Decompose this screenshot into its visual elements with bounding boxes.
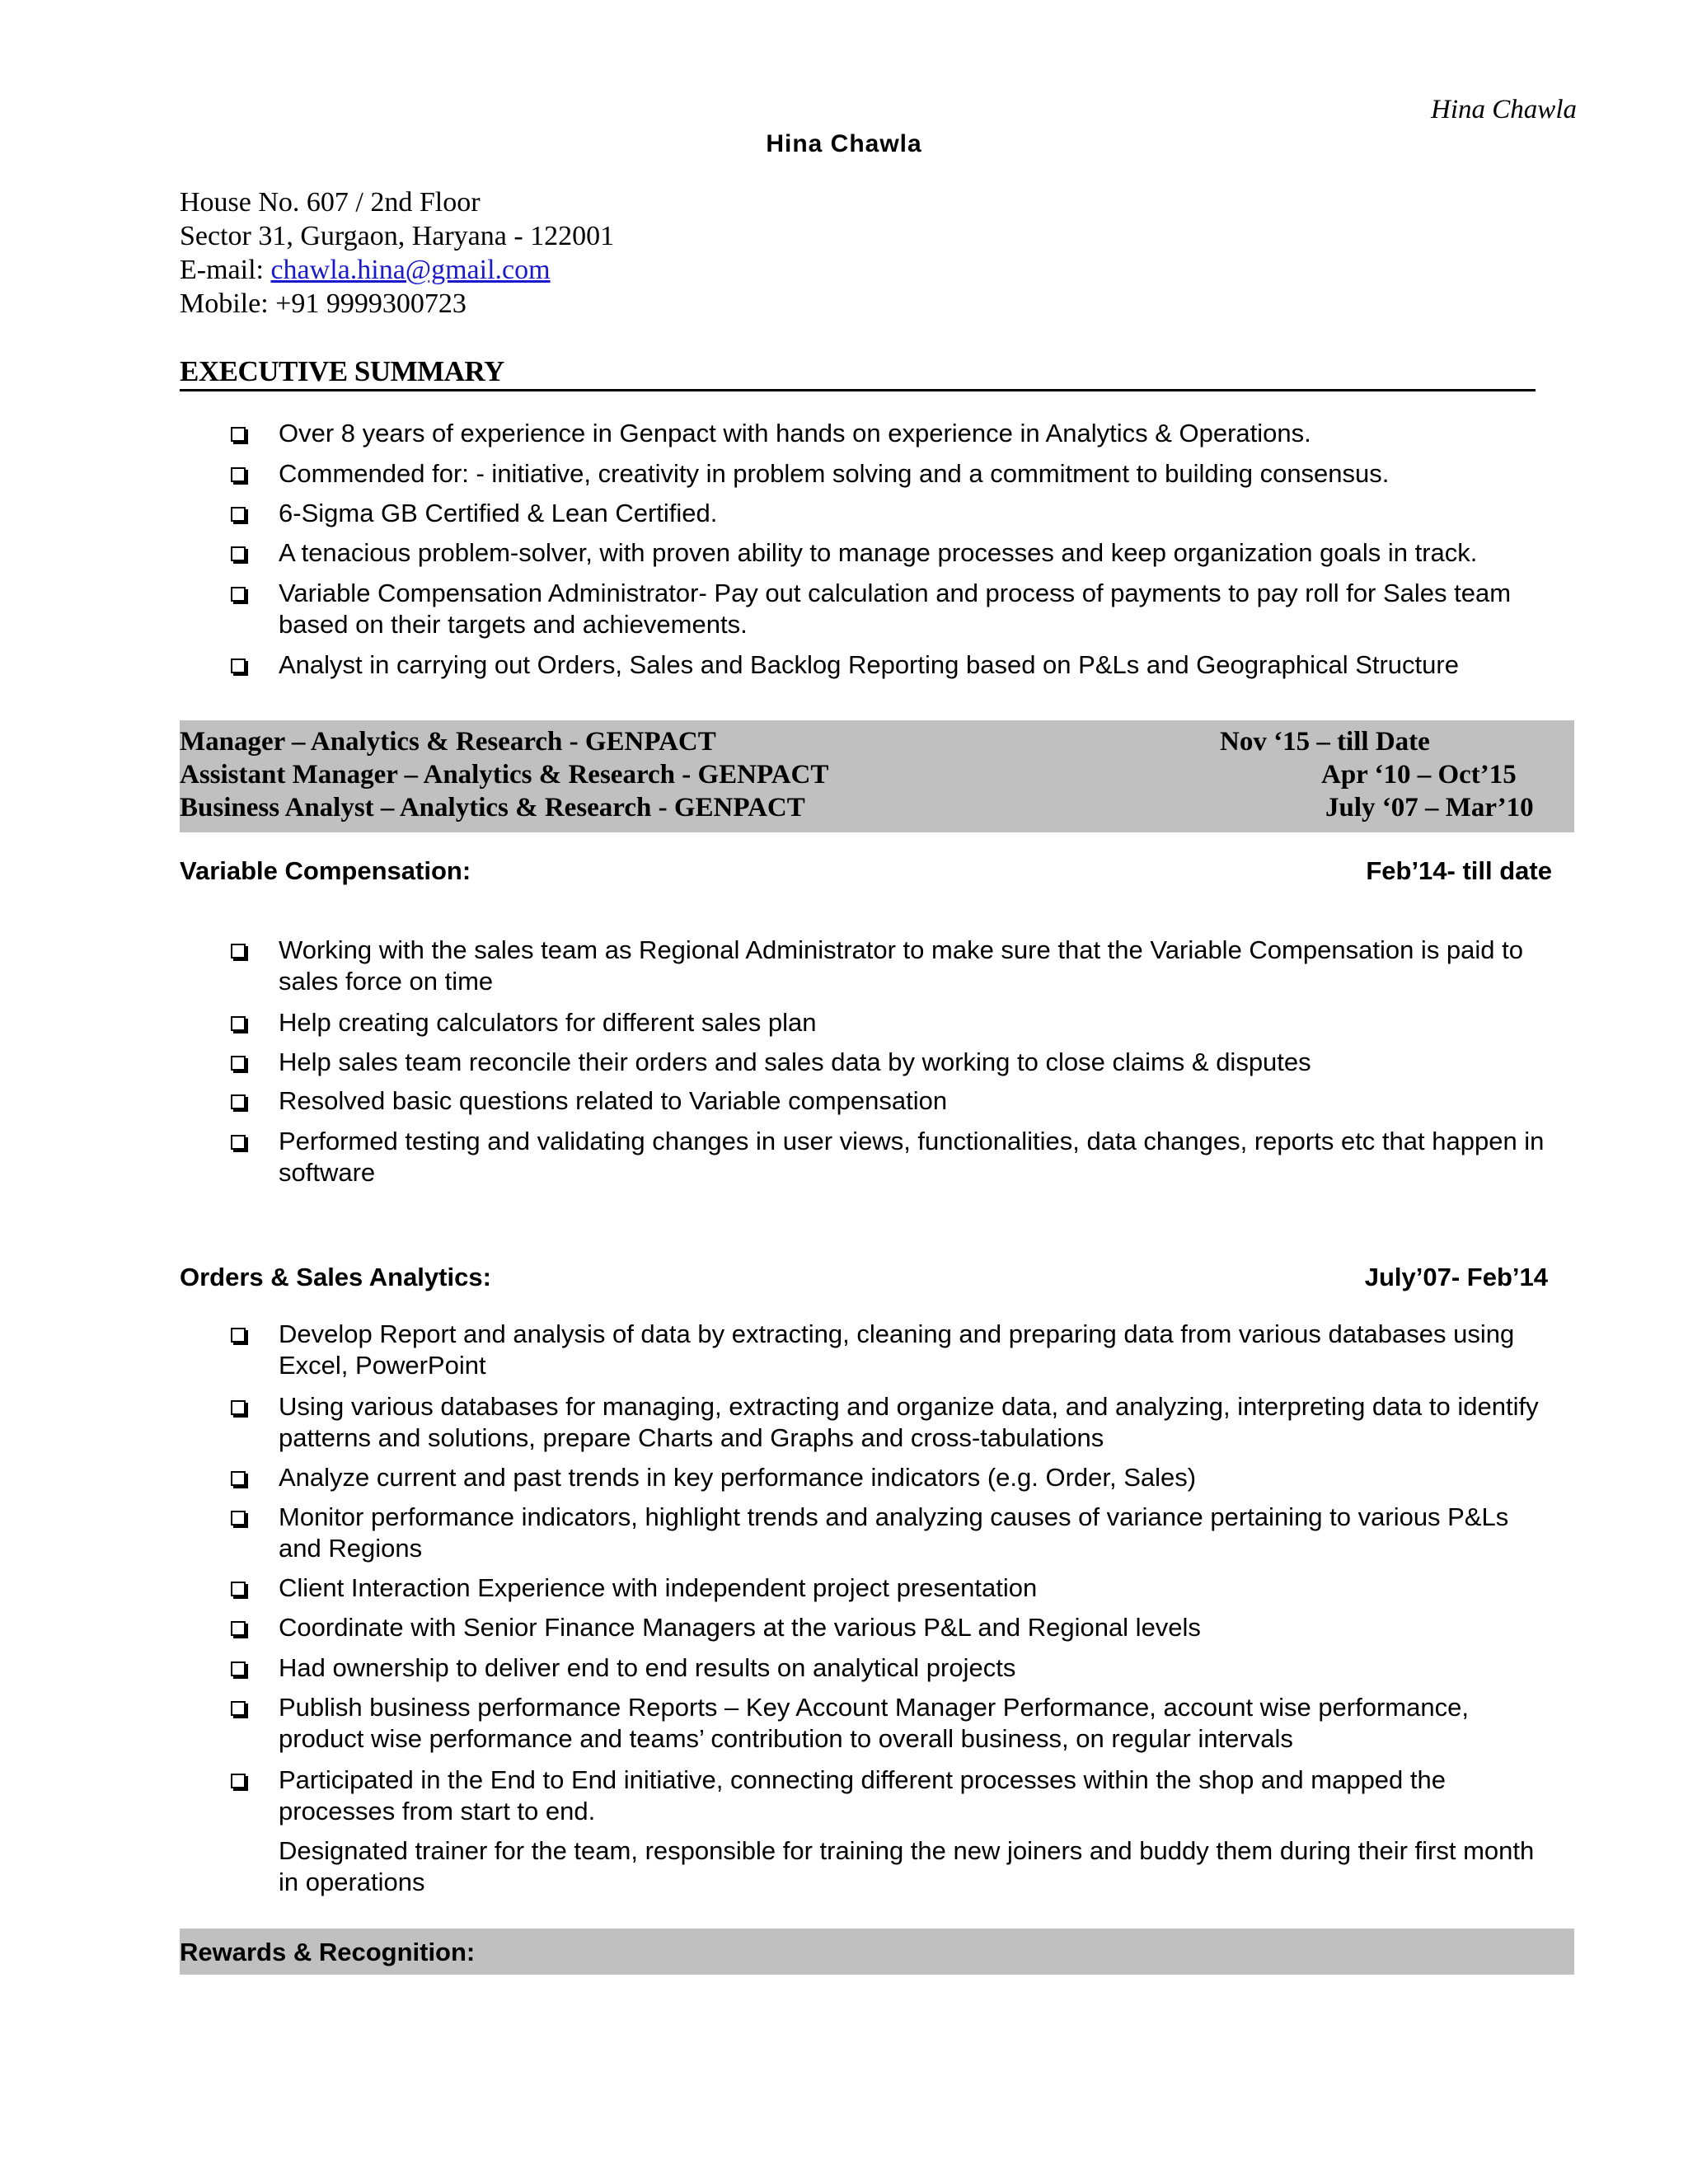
- checkbox-bullet-icon: [231, 546, 246, 561]
- running-header-name: Hina Chawla: [1431, 95, 1577, 124]
- role-row-manager: [180, 725, 1531, 758]
- checkbox-bullet-icon: [231, 1774, 246, 1788]
- checkbox-bullet-icon: [231, 467, 246, 482]
- role-title: Assistant Manager – Analytics & Research - GENPACT: [180, 760, 829, 790]
- checkbox-bullet-icon: [231, 1621, 246, 1636]
- checkbox-bullet-icon: [231, 1471, 246, 1486]
- rewards-heading: Rewards & Recognition:: [180, 1938, 476, 1966]
- executive-summary-list: [0, 418, 1552, 681]
- role-row-business-analyst: [180, 791, 1534, 824]
- email-link[interactable]: chawla.hina@gmail.com: [270, 255, 551, 285]
- checkbox-bullet-icon: [231, 1056, 246, 1071]
- list-item: Performed testing and validating changes in user views, functionalities, data changes, reports etc that happen in software: [0, 1126, 1552, 1188]
- address-line-1: House No. 607 / 2nd Floor: [180, 187, 481, 218]
- contact-block: [180, 185, 614, 321]
- list-item: Using various databases for managing, extracting and organize data, and analyzing, interpreting data to identify patterns and solutions, prepare Charts and Graphs and cross-tabulations: [0, 1391, 1552, 1454]
- list-item: Help sales team reconcile their orders and sales data by working to close claims & disputes: [0, 1047, 1552, 1078]
- checkbox-bullet-icon: [231, 1328, 246, 1343]
- list-item: Variable Compensation Administrator- Pay out calculation and process of payments to pay roll for Sales team based on their targets and achievements.: [0, 578, 1552, 640]
- executive-summary-heading: EXECUTIVE SUMMARY: [180, 356, 1536, 391]
- checkbox-bullet-icon: [231, 427, 246, 442]
- checkbox-bullet-icon: [231, 1016, 246, 1031]
- checkbox-bullet-icon: [231, 658, 246, 673]
- orders-sales-heading: Orders & Sales Analytics: July’07- Feb’14: [180, 1263, 1548, 1291]
- list-item: Over 8 years of experience in Genpact with hands on experience in Analytics & Operations.: [0, 418, 1552, 449]
- variable-compensation-heading: Variable Compensation: Feb’14- till date: [180, 856, 1552, 885]
- checkbox-bullet-icon: [231, 1094, 246, 1109]
- checkbox-bullet-icon: [231, 1582, 246, 1596]
- section-dates: July’07- Feb’14: [1364, 1263, 1548, 1291]
- list-item: Monitor performance indicators, highlight trends and analyzing causes of variance pertaining to various P&Ls and Regions: [0, 1502, 1552, 1564]
- list-item: Analyst in carrying out Orders, Sales and Backlog Reporting based on P&Ls and Geographical Structure: [0, 649, 1552, 681]
- email-row: [180, 253, 614, 287]
- list-item: Coordinate with Senior Finance Managers at the various P&L and Regional levels: [0, 1612, 1552, 1643]
- role-dates: Nov ‘15 – till Date: [1220, 727, 1430, 757]
- list-item: A tenacious problem-solver, with proven ability to manage processes and keep organization goals in track.: [0, 537, 1552, 569]
- role-dates: July ‘07 – Mar’10: [1325, 793, 1534, 823]
- role-dates: Apr ‘10 – Oct’15: [1321, 760, 1517, 790]
- role-row-assistant-manager: [180, 758, 1531, 791]
- role-title: Manager – Analytics & Research - GENPACT: [180, 727, 716, 757]
- section-dates: Feb’14- till date: [1366, 856, 1552, 885]
- list-item: Resolved basic questions related to Variable compensation: [0, 1085, 1552, 1117]
- checkbox-bullet-icon: [231, 587, 246, 602]
- list-item: Commended for: - initiative, creativity in problem solving and a commitment to building consensus.: [0, 458, 1552, 490]
- checkbox-bullet-icon: [231, 507, 246, 522]
- list-item: Participated in the End to End initiative, connecting different processes within the shop and mapped the processes from start to end.: [0, 1765, 1552, 1827]
- resume-title: Hina Chawla: [766, 130, 922, 157]
- address-line-2: Sector 31, Gurgaon, Haryana - 122001: [180, 221, 615, 251]
- checkbox-bullet-icon: [231, 1511, 246, 1526]
- list-item: 6-Sigma GB Certified & Lean Certified.: [0, 498, 1552, 529]
- list-item: Help creating calculators for different sales plan: [0, 1007, 1552, 1038]
- orders-sales-list: [0, 1319, 1552, 1898]
- checkbox-bullet-icon: [231, 1135, 246, 1150]
- designated-trainer-paragraph: Designated trainer for the team, responsible for training the new joiners and buddy them during their first month in operations: [279, 1836, 1535, 1896]
- checkbox-bullet-icon: [231, 944, 246, 958]
- variable-compensation-list: [0, 935, 1552, 1188]
- email-label: E-mail:: [180, 255, 271, 285]
- role-title: Business Analyst – Analytics & Research - GENPACT: [180, 793, 805, 823]
- list-item: Develop Report and analysis of data by extracting, cleaning and preparing data from various databases using Excel, PowerPoint: [0, 1319, 1552, 1381]
- checkbox-bullet-icon: [231, 1701, 246, 1716]
- mobile-line: Mobile: +91 9999300723: [180, 288, 467, 319]
- checkbox-bullet-icon: [231, 1400, 246, 1415]
- list-item: Client Interaction Experience with independent project presentation: [0, 1572, 1552, 1604]
- list-item: Publish business performance Reports – Key Account Manager Performance, account wise performance, product wise performance and teams’ contribution to overall business, on regular intervals: [0, 1692, 1552, 1755]
- list-item: Working with the sales team as Regional Administrator to make sure that the Variable Compensation is paid to sales force on time: [0, 935, 1552, 997]
- checkbox-bullet-icon: [231, 1661, 246, 1676]
- list-item: Had ownership to deliver end to end results on analytical projects: [0, 1652, 1552, 1684]
- list-item: Analyze current and past trends in key performance indicators (e.g. Order, Sales): [0, 1462, 1552, 1493]
